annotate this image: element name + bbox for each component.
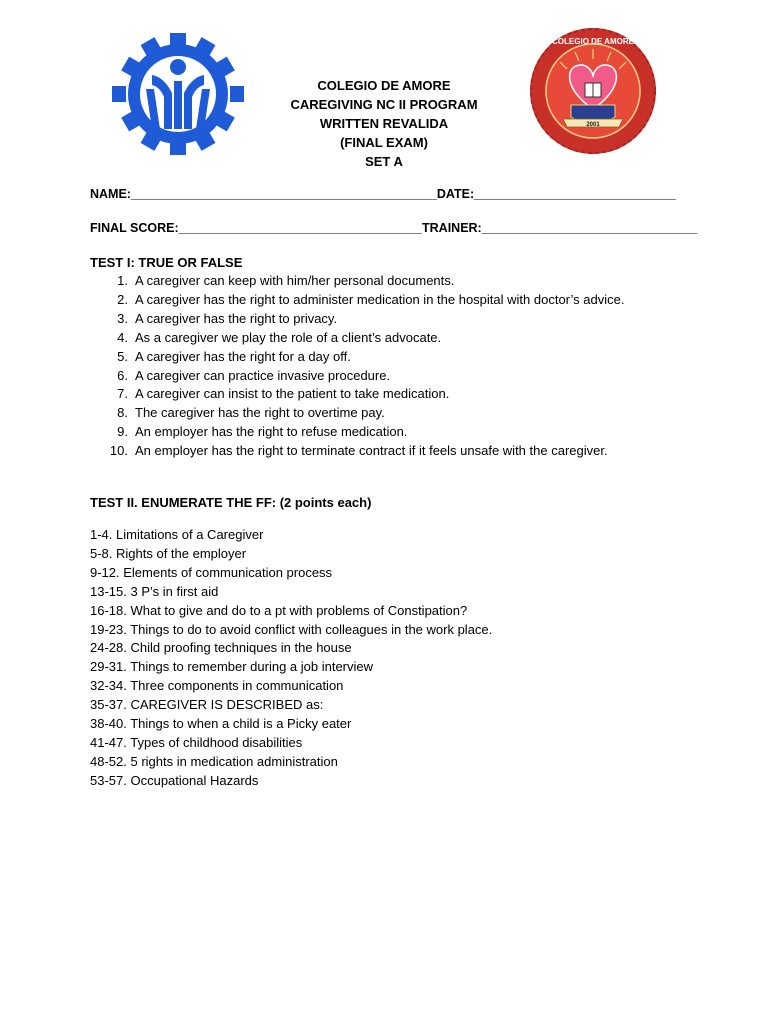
exam-set: SET A (365, 154, 403, 169)
list-item (90, 367, 624, 386)
seal-year-text: 2001 (586, 122, 600, 128)
list-item (90, 423, 624, 442)
list-item: 29-31. Things to remember during a job interview (90, 659, 374, 675)
list-item (90, 310, 624, 329)
list-item (90, 385, 624, 404)
list-item: 1-4. Limitations of a Caregiver (90, 527, 264, 542)
list-item (90, 291, 624, 310)
item-number: 5. (117, 348, 128, 364)
item-text: An employer has the right to refuse medication. (135, 424, 408, 440)
list-item (90, 404, 624, 423)
item-text: A caregiver can insist to the patient to take medication. (135, 386, 450, 402)
name-label: NAME: (90, 187, 131, 201)
item-number: 10. (109, 443, 128, 459)
list-item: 41-47. Types of childhood disabilities (90, 734, 303, 750)
item-text: A caregiver can practice invasive procedure. (135, 367, 391, 383)
trainer-blank[interactable]: _______________________________ (481, 221, 698, 235)
list-item: 16-18. What to give and do to a pt with problems of Constipation? (90, 602, 468, 618)
final-score-blank[interactable]: ___________________________________ (178, 221, 422, 235)
list-item: 13-15. 3 P’s in first aid (90, 583, 219, 599)
colegio-de-amore-seal-icon (528, 24, 658, 158)
tesda-gear-logo-icon (112, 33, 244, 155)
trainer-label: TRAINER: (422, 221, 482, 235)
test-1-title: TEST I: TRUE OR FALSE (90, 255, 243, 270)
item-number: 9. (117, 424, 128, 440)
exam-subtitle: (FINAL EXAM) (340, 135, 428, 150)
list-item: 9-12. Elements of communication process (90, 564, 333, 580)
list-item: 35-37. CAREGIVER IS DESCRIBED as: (90, 697, 324, 713)
list-item: 38-40. Things to when a child is a Picky eater (90, 716, 352, 732)
item-number: 8. (117, 405, 128, 421)
item-number: 7. (117, 386, 128, 402)
item-number: 3. (117, 310, 128, 326)
document-header (234, 76, 534, 171)
item-text: A caregiver can keep with him/her personal documents. (135, 273, 455, 288)
item-number: 6. (117, 367, 128, 383)
test-2-title: TEST II. ENUMERATE THE FF: (2 points each) (90, 495, 372, 510)
list-item (90, 329, 624, 348)
list-item: 24-28. Child proofing techniques in the house (90, 640, 352, 656)
name-date-row (90, 187, 676, 201)
list-item: 5-8. Rights of the employer (90, 545, 247, 561)
seal-top-text: COLEGIO DE AMORE (552, 37, 634, 46)
list-item (90, 348, 624, 367)
item-number: 1. (117, 273, 128, 288)
list-item (90, 442, 624, 461)
list-item: 53-57. Occupational Hazards (90, 772, 259, 788)
final-score-label: FINAL SCORE: (90, 221, 179, 235)
name-blank[interactable]: ____________________________________________ (130, 187, 437, 201)
list-item: 48-52. 5 rights in medication administration (90, 753, 338, 769)
list-item (90, 272, 624, 291)
list-item: 19-23. Things to do to avoid conflict with colleagues in the work place. (90, 621, 493, 637)
date-label: DATE: (436, 187, 475, 201)
test-1-list (90, 272, 624, 461)
item-number: 2. (117, 291, 128, 307)
list-item: 32-34. Three components in communication (90, 678, 344, 694)
program-name: CAREGIVING NC II PROGRAM (290, 97, 478, 112)
school-name: COLEGIO DE AMORE (317, 78, 451, 93)
item-text: An employer has the right to terminate contract if it feels unsafe with the caregiver. (135, 443, 608, 459)
item-text: As a caregiver we play the role of a client’s advocate. (135, 329, 442, 345)
item-text: A caregiver has the right to administer medication in the hospital with doctor’s advice. (135, 291, 625, 307)
item-text: A caregiver has the right for a day off. (135, 348, 351, 364)
score-trainer-row (90, 221, 697, 235)
item-text: The caregiver has the right to overtime pay. (135, 405, 385, 421)
exam-title: WRITTEN REVALIDA (319, 116, 449, 131)
date-blank[interactable]: _____________________________ (474, 187, 676, 201)
item-text: A caregiver has the right to privacy. (135, 310, 338, 326)
test-2-list (90, 526, 492, 791)
item-number: 4. (117, 329, 128, 345)
